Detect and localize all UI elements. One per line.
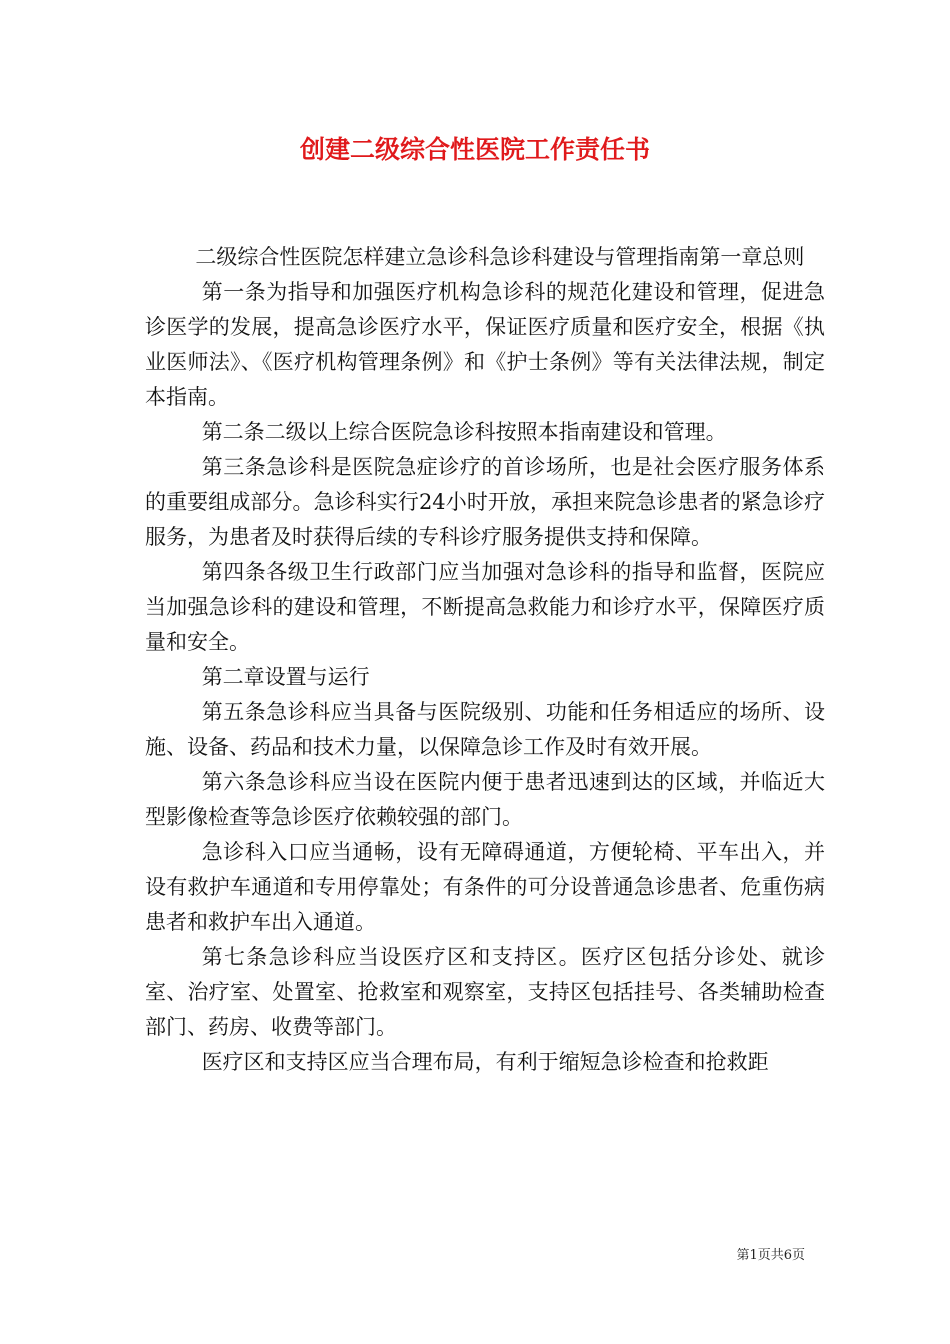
document-body (145, 240, 825, 1080)
paragraph: 第六条急诊科应当设在医院内便于患者迅速到达的区域，并临近大型影像检查等急诊医疗依赖较强的部门。 (145, 770, 825, 829)
paragraph: 第四条各级卫生行政部门应当加强对急诊科的指导和监督，医院应当加强急诊科的建设和管理，不断提高急救能力和诊疗水平，保障医疗质量和安全。 (145, 560, 825, 654)
paragraph: 医疗区和支持区应当合理布局，有利于缩短急诊检查和抢救距 (201, 1050, 769, 1074)
paragraph: 第一条为指导和加强医疗机构急诊科的规范化建设和管理，促进急诊医学的发展，提高急诊医疗水平，保证医疗质量和医疗安全，根据《执业医师法》、《医疗机构管理条例》和《护士条例》等有关法律法规，制定本指南。 (145, 280, 825, 409)
document-title: 创建二级综合性医院工作责任书 (299, 135, 650, 164)
paragraph: 急诊科入口应当通畅，设有无障碍通道，方便轮椅、平车出入，并设有救护车通道和专用停靠处；有条件的可分设普通急诊患者、危重伤病患者和救护车出入通道。 (145, 840, 825, 934)
paragraph: 第二条二级以上综合医院急诊科按照本指南建设和管理。 (201, 420, 727, 444)
paragraph: 第五条急诊科应当具备与医院级别、功能和任务相适应的场所、设施、设备、药品和技术力量，以保障急诊工作及时有效开展。 (145, 700, 825, 759)
chapter-heading: 第二章设置与运行 (201, 665, 370, 689)
paragraph: 第七条急诊科应当设医疗区和支持区。医疗区包括分诊处、就诊室、治疗室、处置室、抢救室和观察室，支持区包括挂号、各类辅助检查部门、药房、收费等部门。 (145, 945, 825, 1039)
paragraph: 二级综合性医院怎样建立急诊科急诊科建设与管理指南第一章总则 (195, 245, 805, 269)
paragraph: 第三条急诊科是医院急症诊疗的首诊场所，也是社会医疗服务体系的重要组成部分。急诊科实行24小时开放，承担来院急诊患者的紧急诊疗服务，为患者及时获得后续的专科诊疗服务提供支持和保障。 (145, 455, 825, 549)
page-number-footer: 第1页共6页 (736, 1248, 805, 1263)
